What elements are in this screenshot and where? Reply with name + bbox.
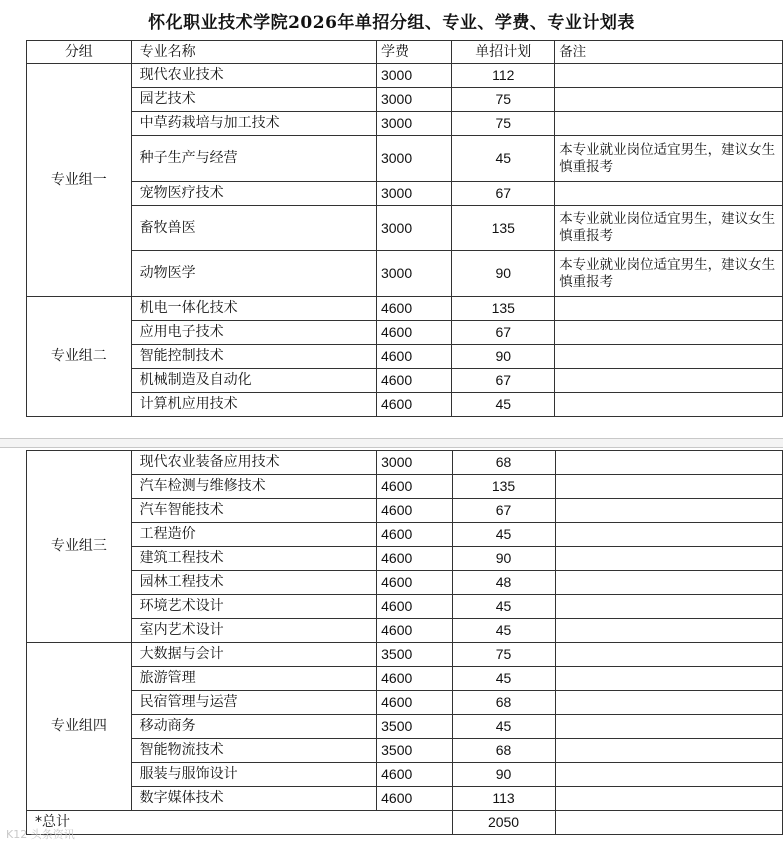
table-row xyxy=(27,297,783,321)
tuition-fee: 4600 xyxy=(377,667,452,691)
header-group: 分组 xyxy=(27,41,132,64)
major-name: 汽车智能技术 xyxy=(131,499,376,523)
major-name: 服装与服饰设计 xyxy=(131,763,376,787)
tuition-fee: 3000 xyxy=(376,88,451,112)
table-row xyxy=(27,787,783,811)
remark xyxy=(555,739,782,763)
remark xyxy=(555,321,783,345)
table-row xyxy=(27,619,783,643)
remark xyxy=(555,451,782,475)
remark xyxy=(555,297,783,321)
header-major: 专业名称 xyxy=(131,41,376,64)
major-name: 智能物流技术 xyxy=(131,739,376,763)
major-name: 畜牧兽医 xyxy=(131,206,376,251)
enrollment-plan: 135 xyxy=(452,297,555,321)
table-row xyxy=(27,571,783,595)
major-name: 应用电子技术 xyxy=(131,321,376,345)
major-name: 数字媒体技术 xyxy=(131,787,376,811)
remark xyxy=(555,667,782,691)
enrollment-plan: 67 xyxy=(452,321,555,345)
remark xyxy=(555,499,782,523)
enrollment-plan: 112 xyxy=(452,64,555,88)
table-row xyxy=(27,547,783,571)
table-row xyxy=(27,369,783,393)
table-row xyxy=(27,345,783,369)
major-name: 旅游管理 xyxy=(131,667,376,691)
tuition-fee: 3000 xyxy=(376,182,451,206)
tuition-fee: 4600 xyxy=(376,345,451,369)
remark xyxy=(555,64,783,88)
group-name: 专业组一 xyxy=(27,64,132,297)
table-row xyxy=(27,182,783,206)
tuition-fee: 3000 xyxy=(376,251,451,297)
tuition-fee: 4600 xyxy=(377,499,452,523)
remark xyxy=(555,393,783,417)
enrollment-plan: 67 xyxy=(452,369,555,393)
enrollment-plan: 45 xyxy=(452,619,555,643)
tuition-fee: 4600 xyxy=(377,619,452,643)
tuition-fee: 4600 xyxy=(377,787,452,811)
remark xyxy=(555,595,782,619)
table-row xyxy=(27,393,783,417)
table-row xyxy=(27,206,783,251)
header-plan: 单招计划 xyxy=(452,41,555,64)
enrollment-plan: 67 xyxy=(452,499,555,523)
remark xyxy=(555,182,783,206)
enrollment-plan: 45 xyxy=(452,667,555,691)
major-name: 建筑工程技术 xyxy=(131,547,376,571)
remark xyxy=(555,345,783,369)
major-name: 现代农业技术 xyxy=(131,64,376,88)
table-row xyxy=(27,667,783,691)
enrollment-plan: 45 xyxy=(452,523,555,547)
tuition-fee: 3000 xyxy=(376,206,451,251)
table-row xyxy=(27,451,783,475)
major-name: 工程造价 xyxy=(131,523,376,547)
major-name: 室内艺术设计 xyxy=(131,619,376,643)
tuition-fee: 4600 xyxy=(377,763,452,787)
remark xyxy=(555,88,783,112)
remark xyxy=(555,547,782,571)
total-value: 2050 xyxy=(452,811,555,835)
enrollment-plan: 68 xyxy=(452,451,555,475)
table-row xyxy=(27,523,783,547)
plan-table-part-2 xyxy=(26,450,783,835)
table-row xyxy=(27,251,783,297)
table-row xyxy=(27,475,783,499)
major-name: 中草药栽培与加工技术 xyxy=(131,112,376,136)
enrollment-plan: 45 xyxy=(452,136,555,182)
enrollment-plan: 113 xyxy=(452,787,555,811)
enrollment-plan: 90 xyxy=(452,251,555,297)
major-name: 移动商务 xyxy=(131,715,376,739)
total-remark xyxy=(555,811,782,835)
tuition-fee: 4600 xyxy=(376,393,451,417)
enrollment-plan: 90 xyxy=(452,547,555,571)
total-label: *总计 xyxy=(27,811,453,835)
major-name: 动物医学 xyxy=(131,251,376,297)
table-row xyxy=(27,739,783,763)
remark xyxy=(555,112,783,136)
plan-table-part-1 xyxy=(26,40,783,417)
remark xyxy=(555,787,782,811)
enrollment-plan: 45 xyxy=(452,595,555,619)
page-break-line-bottom xyxy=(0,447,783,448)
remark xyxy=(555,715,782,739)
tuition-fee: 3000 xyxy=(377,451,452,475)
total-row xyxy=(27,811,783,835)
group-name: 专业组二 xyxy=(27,297,132,417)
tuition-fee: 3500 xyxy=(377,715,452,739)
enrollment-plan: 48 xyxy=(452,571,555,595)
major-name: 计算机应用技术 xyxy=(131,393,376,417)
enrollment-plan: 90 xyxy=(452,345,555,369)
table-row xyxy=(27,112,783,136)
major-name: 环境艺术设计 xyxy=(131,595,376,619)
enrollment-plan: 90 xyxy=(452,763,555,787)
tuition-fee: 4600 xyxy=(377,523,452,547)
table-row xyxy=(27,691,783,715)
tuition-fee: 3500 xyxy=(377,643,452,667)
remark xyxy=(555,523,782,547)
major-name: 大数据与会计 xyxy=(131,643,376,667)
tuition-fee: 4600 xyxy=(376,369,451,393)
major-name: 园艺技术 xyxy=(131,88,376,112)
header-fee: 学费 xyxy=(376,41,451,64)
remark xyxy=(555,571,782,595)
remark: 本专业就业岗位适宜男生，建议女生慎重报考 xyxy=(555,206,783,251)
tuition-fee: 4600 xyxy=(377,595,452,619)
remark xyxy=(555,475,782,499)
table-row xyxy=(27,595,783,619)
group-name: 专业组三 xyxy=(27,451,132,643)
table-row xyxy=(27,715,783,739)
tuition-fee: 4600 xyxy=(377,547,452,571)
tuition-fee: 4600 xyxy=(377,571,452,595)
major-name: 机械制造及自动化 xyxy=(131,369,376,393)
major-name: 园林工程技术 xyxy=(131,571,376,595)
tuition-fee: 4600 xyxy=(376,321,451,345)
tuition-fee: 3000 xyxy=(376,136,451,182)
tuition-fee: 4600 xyxy=(377,475,452,499)
enrollment-plan: 75 xyxy=(452,88,555,112)
table-row xyxy=(27,136,783,182)
table-row xyxy=(27,763,783,787)
tuition-fee: 3000 xyxy=(376,64,451,88)
tuition-fee: 3500 xyxy=(377,739,452,763)
enrollment-plan: 75 xyxy=(452,112,555,136)
enrollment-plan: 68 xyxy=(452,691,555,715)
remark: 本专业就业岗位适宜男生，建议女生慎重报考 xyxy=(555,251,783,297)
major-name: 宠物医疗技术 xyxy=(131,182,376,206)
enrollment-plan: 45 xyxy=(452,715,555,739)
remark xyxy=(555,643,782,667)
page-title: 怀化职业技术学院2026年单招分组、专业、学费、专业计划表 xyxy=(148,13,635,33)
major-name: 汽车检测与维修技术 xyxy=(131,475,376,499)
tuition-fee: 3000 xyxy=(376,112,451,136)
enrollment-plan: 135 xyxy=(452,475,555,499)
remark xyxy=(555,691,782,715)
enrollment-plan: 45 xyxy=(452,393,555,417)
header-note: 备注 xyxy=(555,41,783,64)
tuition-fee: 4600 xyxy=(376,297,451,321)
major-name: 现代农业装备应用技术 xyxy=(131,451,376,475)
enrollment-plan: 75 xyxy=(452,643,555,667)
remark: 本专业就业岗位适宜男生，建议女生慎重报考 xyxy=(555,136,783,182)
major-name: 种子生产与经营 xyxy=(131,136,376,182)
group-name: 专业组四 xyxy=(27,643,132,811)
table-row xyxy=(27,643,783,667)
major-name: 智能控制技术 xyxy=(131,345,376,369)
page-break-line-top xyxy=(0,438,783,439)
remark xyxy=(555,369,783,393)
table-row xyxy=(27,88,783,112)
remark xyxy=(555,619,782,643)
tuition-fee: 4600 xyxy=(377,691,452,715)
enrollment-plan: 68 xyxy=(452,739,555,763)
major-name: 机电一体化技术 xyxy=(131,297,376,321)
enrollment-plan: 67 xyxy=(452,182,555,206)
table-row xyxy=(27,499,783,523)
table-row xyxy=(27,321,783,345)
table-header-row xyxy=(27,41,783,64)
enrollment-plan: 135 xyxy=(452,206,555,251)
table-row xyxy=(27,64,783,88)
remark xyxy=(555,763,782,787)
major-name: 民宿管理与运营 xyxy=(131,691,376,715)
watermark: K12 头条资讯 xyxy=(6,828,75,841)
